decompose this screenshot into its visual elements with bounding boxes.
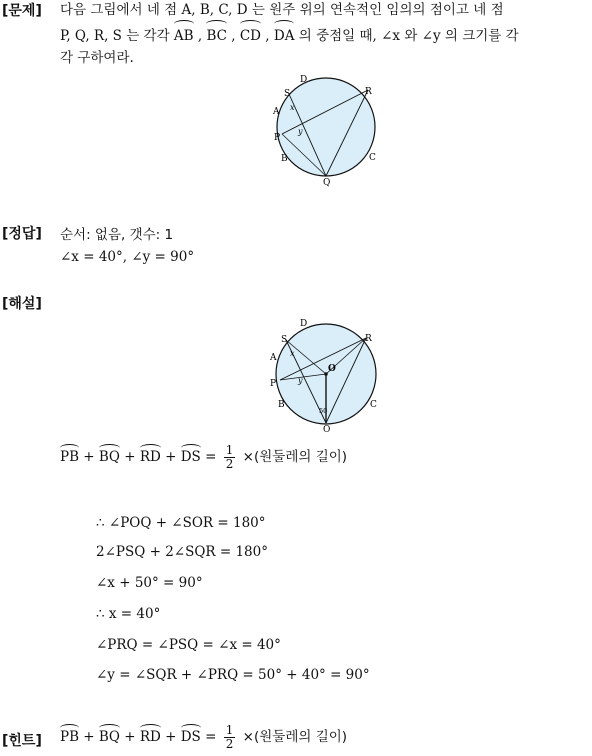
arc-bq: BQ bbox=[98, 729, 120, 745]
problem-line-2-pre: P, Q, R, S 는 각각 bbox=[60, 28, 170, 44]
explanation-figure bbox=[266, 316, 382, 432]
point-p: P bbox=[274, 133, 281, 143]
fraction-denominator: 2 bbox=[225, 737, 234, 751]
point-s: S bbox=[284, 89, 291, 99]
arc-cd: CD bbox=[240, 23, 261, 47]
point-d: D bbox=[300, 75, 308, 85]
explanation-label: [해설] bbox=[2, 296, 42, 312]
point-a: A bbox=[273, 107, 280, 117]
step-1: ∴ ∠POQ + ∠SOR = 180° bbox=[96, 515, 266, 531]
problem-line-2-post: 의 중점일 때, ∠x 와 ∠y 의 크기를 각 bbox=[298, 28, 519, 44]
arc-pb: PB bbox=[60, 729, 80, 745]
point-p: P bbox=[270, 379, 277, 389]
arc-ds: DS bbox=[180, 449, 201, 465]
circumference-text: ×(원둘레의 길이) bbox=[242, 449, 348, 465]
arc-bc: BC bbox=[206, 23, 227, 47]
point-b: B bbox=[278, 400, 285, 410]
circle bbox=[277, 78, 375, 176]
answer-order-text: 순서: 없음, 갯수: 1 bbox=[60, 227, 174, 243]
point-b: B bbox=[281, 154, 288, 164]
explanation-arc-sum: PB + BQ + RD + DS = $\frac{1}{2}$ ×(원둘레의 길이) bbox=[60, 443, 348, 471]
arc-bq: BQ bbox=[98, 449, 120, 465]
fraction-numerator: 1 bbox=[225, 723, 234, 737]
point-c: C bbox=[369, 153, 376, 163]
point-r: R bbox=[365, 87, 372, 97]
step-3: ∠x + 50° = 90° bbox=[96, 575, 203, 591]
circumference-text: ×(원둘레의 길이) bbox=[242, 729, 348, 745]
arc-ds: DS bbox=[180, 729, 201, 745]
problem-line-3: 각 구하여라. bbox=[60, 50, 134, 66]
problem-line-2: P, Q, R, S 는 각각 AB , BC , CD , DA 의 중점일 때, ∠x 와 ∠y 의 크기를 각 bbox=[60, 23, 519, 47]
fraction-half bbox=[224, 724, 236, 751]
point-c: C bbox=[370, 400, 377, 410]
point-o: O bbox=[328, 364, 336, 374]
fraction-denominator: 2 bbox=[225, 457, 234, 471]
step-5: ∠PRQ = ∠PSQ = ∠x = 40° bbox=[96, 637, 281, 653]
problem-figure bbox=[268, 72, 383, 187]
arc-ab: AB bbox=[174, 23, 194, 47]
angle-50-label: 50 bbox=[319, 407, 328, 415]
angle-y-label: y bbox=[298, 376, 303, 385]
step-2: 2∠PSQ + 2∠SQR = 180° bbox=[96, 544, 268, 560]
fraction-numerator: 1 bbox=[225, 443, 234, 457]
step-6: ∠y = ∠SQR + ∠PRQ = 50° + 40° = 90° bbox=[96, 667, 370, 683]
arc-da: DA bbox=[274, 23, 295, 47]
point-q: Q bbox=[323, 178, 331, 187]
point-s: S bbox=[281, 335, 288, 345]
fraction-half bbox=[224, 444, 236, 471]
point-d: D bbox=[300, 319, 308, 329]
answer-result: ∠x = 40°, ∠y = 90° bbox=[60, 249, 195, 265]
step-4: ∴ x = 40° bbox=[96, 606, 161, 622]
point-r: R bbox=[365, 334, 372, 344]
point-a: A bbox=[270, 353, 277, 363]
hint-label: [힌트] bbox=[2, 733, 42, 749]
angle-y-label: y bbox=[298, 127, 303, 136]
problem-line-1: 다음 그림에서 네 점 A, B, C, D 는 원주 위의 연속적인 임의의 점이고 네 점 bbox=[60, 2, 504, 18]
point-q: Q bbox=[323, 425, 331, 432]
angle-x-label: x bbox=[290, 103, 295, 112]
arc-rd: RD bbox=[139, 729, 161, 745]
answer-label: [정답] bbox=[2, 226, 42, 242]
arc-pb: PB bbox=[60, 449, 80, 465]
hint-arc-sum: PB + BQ + RD + DS = $\frac{1}{2}$ ×(원둘레의 길이) bbox=[60, 723, 348, 751]
arc-rd: RD bbox=[139, 449, 161, 465]
problem-label: [문제] bbox=[2, 3, 42, 19]
angle-x-label: x bbox=[290, 349, 295, 358]
